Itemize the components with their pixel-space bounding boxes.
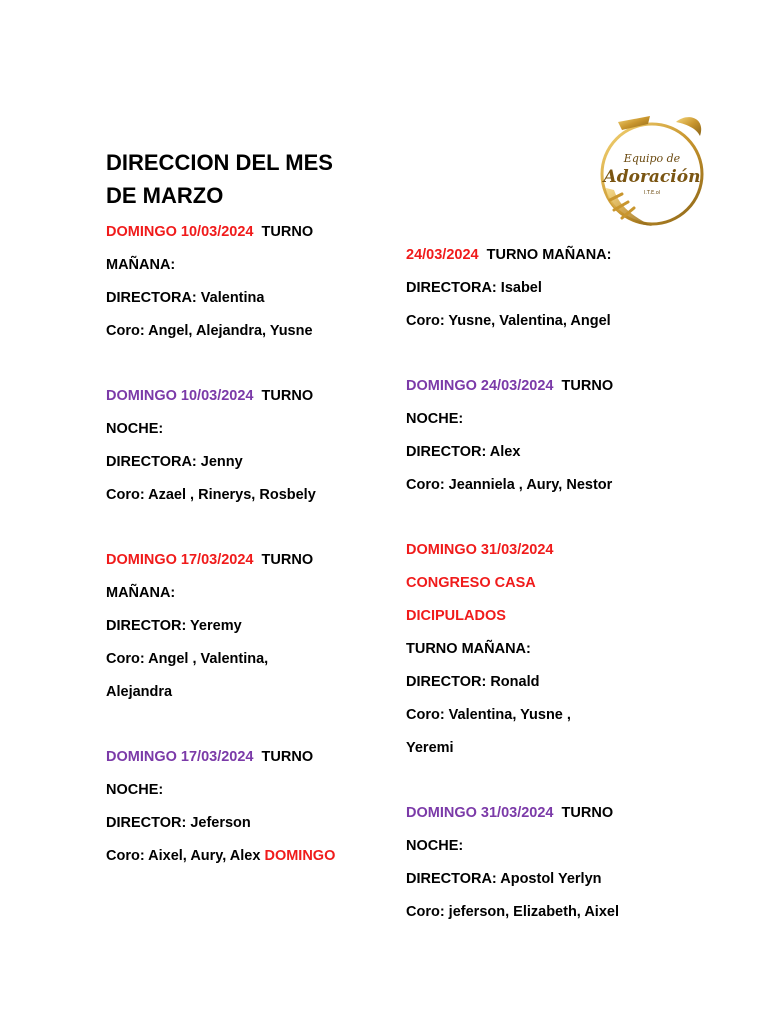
block-spacer	[406, 341, 706, 373]
shift-label: TURNO	[253, 552, 314, 568]
schedule-line	[406, 537, 706, 570]
schedule-line	[406, 800, 706, 833]
entry-text: Coro: Azael , Rinerys, Rosbely	[106, 487, 316, 503]
schedule-entry	[106, 219, 406, 351]
shift-label: TURNO	[253, 388, 314, 404]
date-heading: DOMINGO 31/03/2024	[406, 805, 554, 821]
page-title	[106, 146, 406, 212]
entry-text: TURNO MAÑANA:	[406, 641, 531, 657]
schedule-line	[106, 810, 406, 843]
schedule-entry	[106, 383, 406, 515]
next-date-label: DOMINGO	[264, 848, 336, 864]
date-heading: DOMINGO 10/03/2024	[106, 224, 254, 240]
block-spacer	[106, 712, 406, 744]
schedule-entry	[106, 547, 406, 712]
logo-text-top: Equipo de	[623, 152, 681, 165]
entry-text: MAÑANA:	[106, 585, 176, 601]
entry-text: DIRECTORA: Apostol Yerlyn	[406, 871, 602, 887]
schedule-line	[106, 613, 406, 646]
schedule-entry	[106, 744, 406, 876]
schedule-line	[106, 777, 406, 810]
block-spacer	[406, 768, 706, 800]
entry-text: NOCHE:	[106, 421, 164, 437]
schedule-line	[106, 679, 406, 712]
shift-label: TURNO MAÑANA:	[478, 247, 612, 263]
schedule-line	[106, 843, 406, 876]
entry-text: Alejandra	[106, 684, 173, 700]
shift-label: TURNO	[253, 749, 314, 765]
schedule-entry	[406, 242, 706, 341]
schedule-line	[106, 285, 406, 318]
entry-text: Coro: Yusne, Valentina, Angel	[406, 313, 611, 329]
block-spacer	[106, 515, 406, 547]
entry-text: DIRECTORA: Isabel	[406, 280, 542, 296]
entry-text: Coro: Angel , Valentina,	[106, 651, 269, 667]
schedule-line	[106, 318, 406, 351]
date-heading: DOMINGO 17/03/2024	[106, 552, 254, 568]
logo-tag: I.T.E.ol	[643, 190, 661, 196]
date-heading: CONGRESO CASA	[406, 575, 536, 591]
date-heading: 24/03/2024	[406, 247, 479, 263]
entry-text: Coro: Valentina, Yusne ,	[406, 707, 571, 723]
schedule-line	[406, 636, 706, 669]
entry-text: Coro: Angel, Alejandra, Yusne	[106, 323, 313, 339]
schedule-line	[106, 547, 406, 580]
entry-text: NOCHE:	[106, 782, 164, 798]
date-heading: DOMINGO 17/03/2024	[106, 749, 254, 765]
schedule-line	[406, 735, 706, 768]
entry-text: DIRECTORA: Valentina	[106, 290, 265, 306]
entry-text: MAÑANA:	[106, 257, 176, 273]
schedule-line	[406, 275, 706, 308]
entry-text: DIRECTOR: Jeferson	[106, 815, 251, 831]
entry-text: DIRECTOR: Alex	[406, 444, 521, 460]
schedule-entry	[406, 800, 706, 932]
schedule-line	[406, 373, 706, 406]
schedule-entry	[406, 373, 706, 505]
schedule-line	[406, 570, 706, 603]
shift-label: TURNO	[553, 378, 614, 394]
schedule-line	[406, 242, 706, 275]
title-line: DE MARZO	[106, 183, 224, 208]
left-schedule-column	[106, 219, 406, 876]
block-spacer	[106, 351, 406, 383]
entry-text: Coro: Jeanniela , Aury, Nestor	[406, 477, 613, 493]
shift-label: TURNO	[253, 224, 314, 240]
entry-text: DIRECTORA: Jenny	[106, 454, 243, 470]
schedule-line	[106, 252, 406, 285]
schedule-line	[406, 702, 706, 735]
schedule-line	[406, 833, 706, 866]
date-heading: DOMINGO 10/03/2024	[106, 388, 254, 404]
entry-text: DIRECTOR: Yeremy	[106, 618, 242, 634]
date-heading: DICIPULADOS	[406, 608, 506, 624]
schedule-line	[106, 482, 406, 515]
entry-text: DIRECTOR: Ronald	[406, 674, 540, 690]
schedule-line	[406, 439, 706, 472]
shift-label: TURNO	[553, 805, 614, 821]
schedule-line	[406, 866, 706, 899]
entry-text: NOCHE:	[406, 411, 464, 427]
schedule-line	[106, 219, 406, 252]
title-line: DIRECCION DEL MES	[106, 150, 333, 175]
schedule-line	[406, 899, 706, 932]
schedule-line	[106, 580, 406, 613]
schedule-line	[406, 669, 706, 702]
schedule-line	[106, 744, 406, 777]
right-schedule-column	[406, 242, 706, 932]
schedule-line	[406, 472, 706, 505]
entry-text: Yeremi	[406, 740, 454, 756]
schedule-line	[106, 416, 406, 449]
entry-text: Coro: Aixel, Aury, Alex	[106, 848, 265, 864]
schedule-line	[106, 646, 406, 679]
entry-text: NOCHE:	[406, 838, 464, 854]
schedule-entry	[406, 537, 706, 768]
schedule-line	[406, 406, 706, 439]
svg-text:Adoración: Adoración	[603, 167, 701, 187]
date-heading: DOMINGO 31/03/2024	[406, 542, 554, 558]
worship-team-logo	[588, 110, 716, 232]
schedule-line	[406, 308, 706, 341]
schedule-line	[406, 603, 706, 636]
block-spacer	[406, 505, 706, 537]
entry-text: Coro: jeferson, Elizabeth, Aixel	[406, 904, 619, 920]
schedule-line	[106, 383, 406, 416]
date-heading: DOMINGO 24/03/2024	[406, 378, 554, 394]
schedule-line	[106, 449, 406, 482]
